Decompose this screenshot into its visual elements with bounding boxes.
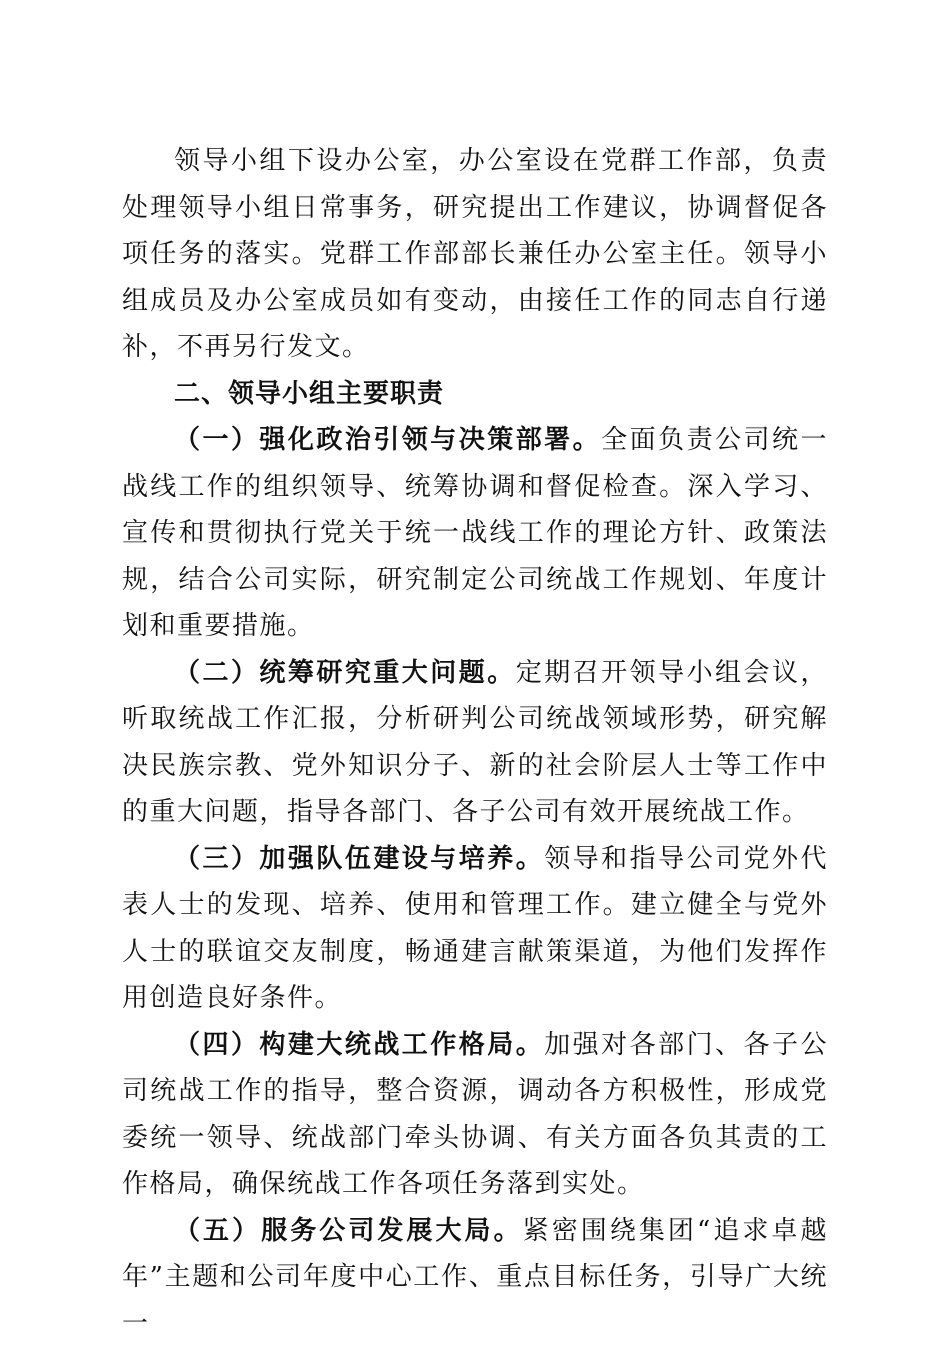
duty-body-2: 定期召开领导小组会议，听取统战工作汇报，分析研判公司统战领域形势，研究解决民族宗教、党外知识分子、新的社会阶层人士等工作中的重大问题，指导各部门、各子公司有效开展统战工作。: [122, 658, 828, 828]
duty-paragraph-5: [122, 1208, 828, 1347]
duty-body-5: 紧密围绕集团“追求卓越年”主题和公司年度中心工作、重点目标任务，引导广大统一: [122, 1216, 828, 1339]
duty-paragraph-4: [122, 1022, 828, 1208]
duty-lead-5: （五）服务公司发展大局。: [174, 1216, 523, 1246]
document-page: [122, 138, 828, 1347]
duty-body-1: 全面负责公司统一战线工作的组织领导、统筹协调和督促检查。深入学习、宣传和贯彻执行党关于统一战线工作的理论方针、政策法规，结合公司实际，研究制定公司统战工作规划、年度计划和重要措施。: [122, 425, 828, 641]
intro-paragraph: 领导小组下设办公室，办公室设在党群工作部，负责处理领导小组日常事务，研究提出工作建议，协调督促各项任务的落实。党群工作部部长兼任办公室主任。领导小组成员及办公室成员如有变动，由接任工作的同志自行递补，不再另行发文。: [122, 138, 828, 371]
section-heading: 二、领导小组主要职责: [122, 371, 828, 418]
duty-lead-4: （四）构建大统战工作格局。: [174, 1030, 544, 1060]
duty-paragraph-1: [122, 417, 828, 650]
duty-lead-3: （三）加强队伍建设与培养。: [174, 844, 544, 874]
duty-lead-1: （一）强化政治引领与决策部署。: [174, 425, 601, 455]
duty-body-4: 加强对各部门、各子公司统战工作的指导，整合资源，调动各方积极性，形成党委统一领导、统战部门牵头协调、有关方面各负其责的工作格局，确保统战工作各项任务落到实处。: [122, 1030, 828, 1200]
duty-paragraph-2: [122, 650, 828, 836]
duty-lead-2: （二）统筹研究重大问题。: [174, 658, 516, 688]
duty-paragraph-3: [122, 836, 828, 1022]
duty-body-3: 领导和指导公司党外代表人士的发现、培养、使用和管理工作。建立健全与党外人士的联谊交友制度，畅通建言献策渠道，为他们发挥作用创造良好条件。: [122, 844, 828, 1014]
